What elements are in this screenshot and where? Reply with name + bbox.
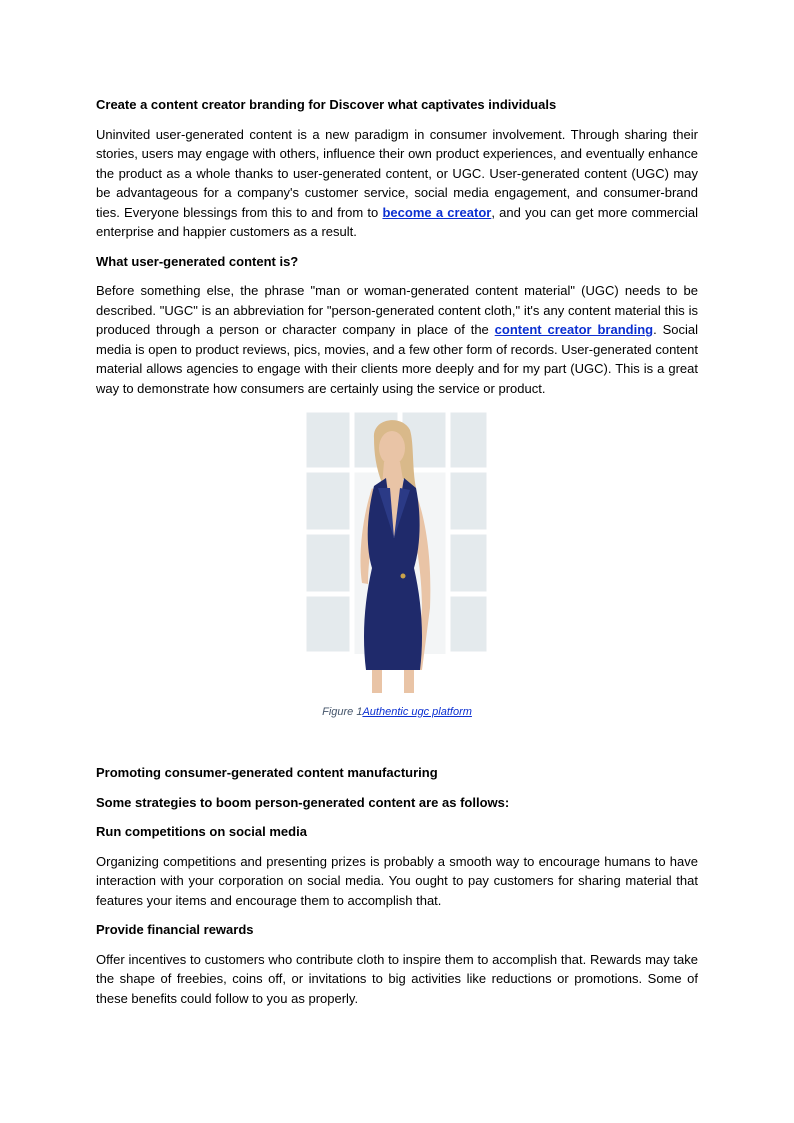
paragraph-ugc-definition [96,281,698,398]
paragraph-intro [96,125,698,242]
heading-strategies: Some strategies to boom person-generated content are as follows: [96,794,510,810]
heading-financial-rewards: Provide financial rewards [96,922,254,937]
content-creator-branding-link[interactable]: content creator branding [494,322,654,337]
figure-caption [96,706,698,718]
figure-caption-prefix: Figure 1 [322,706,363,718]
paragraph-intro-text-1: Uninvited user-generated content is a new paradigm in consumer involvement. Through sharing their stories, users may engage with others, influence their own product experiences, and eventually enhance the product as a whole thanks to user-generated content, or UGC. User-generated content (UGC) may be advantageous for a company's customer service, social media engagement, and consumer-brand ties. Everyone blessings from this to and from to [96,126,698,220]
paragraph-ugc-text-2: . Social media is open to product reviews, pics, movies, and a few other form of records. User-generated content material allows agencies to engage with their clients more deeply and for my part (UGC). This is a great way to demonstrate how consumers are certainly using the service or product. [96,322,698,396]
paragraph-competitions: Organizing competitions and presenting prizes is probably a smooth way to encourage humans to have interaction with your corporation on social media. You ought to pay customers for sharing material that features your items and encourage them to accomplish that. [96,853,698,908]
heading-run-competitions: Run competitions on social media [96,824,307,839]
figure-photo-woman-blue-dress [302,408,491,693]
heading-content-creator-branding: Create a content creator branding for Discover what captivates individuals [96,97,557,112]
paragraph-intro-text-2: , and you can get more commercial enterprise and happier customers as a result. [96,204,698,239]
paragraph-rewards: Offer incentives to customers who contribute cloth to inspire them to accomplish that. Rewards may take the shape of freebies, coins off, or invitations to big activities like reductions or promotions. Some of these benefits could follow to you as properly. [96,951,698,1006]
document-body-top [96,95,698,398]
heading-what-ugc: What user-generated content is? [96,253,299,269]
become-a-creator-link[interactable]: become a creator [382,204,492,220]
document-body-bottom [96,763,698,1008]
paragraph-ugc-text-1: Before something else, the phrase "man or woman-generated content material" (UGC) needs to be described. "UGC" is an abbreviation for "person-generated content cloth," it's any content material this is produced through a person or character company in place of the [96,283,698,337]
authentic-ugc-platform-link[interactable]: Authentic ugc platform [362,706,472,718]
heading-promoting-ugc: Promoting consumer-generated content manufacturing [96,765,438,780]
